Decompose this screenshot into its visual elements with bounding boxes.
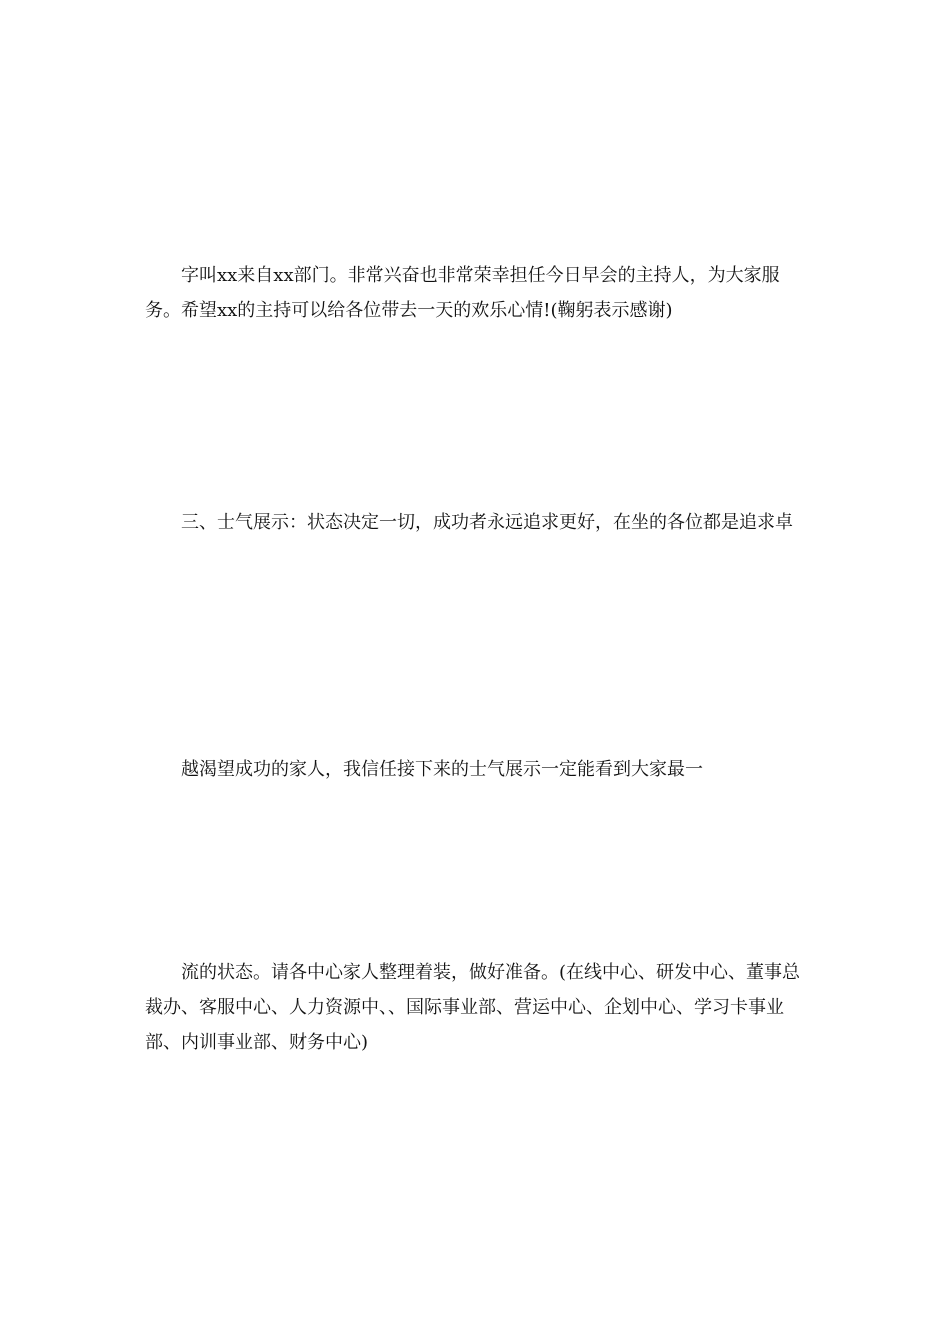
paragraph-host-intro: 字叫xx来自xx部门。非常兴奋也非常荣幸担任今日早会的主持人，为大家服务。希望xx的主持可以给各位带去一天的欢乐心情!(鞠躬表示感谢) [145, 265, 780, 321]
paragraph-morale-heading: 三、士气展示：状态决定一切，成功者永远追求更好，在坐的各位都是追求卓 [181, 512, 793, 533]
paragraph-department-list: 流的状态。请各中心家人整理着装，做好准备。(在线中心、研发中心、董事总裁办、客服中心、人力资源中、、国际事业部、营运中心、企划中心、学习卡事业部、内训事业部、财务中心) [145, 962, 801, 1053]
paragraph-morale-continued: 越渴望成功的家人，我信任接下来的士气展示一定能看到大家最一 [181, 759, 703, 780]
